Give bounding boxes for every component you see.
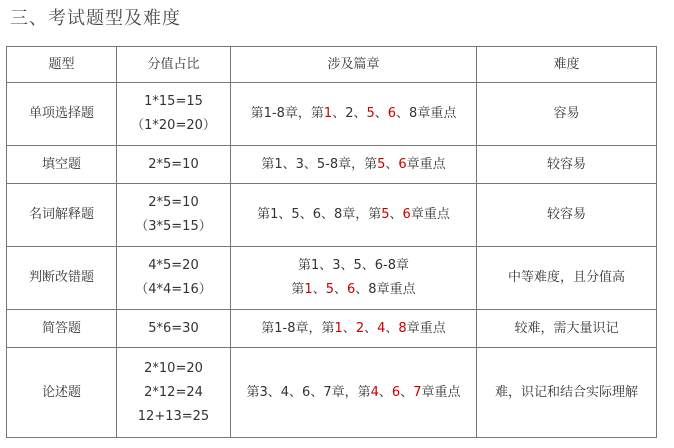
- score-line: （1*20=20）: [131, 118, 216, 133]
- header-chapters: 涉及篇章: [231, 47, 477, 83]
- score-line: 2*5=10: [148, 195, 199, 210]
- cell-difficulty: 容易: [477, 83, 657, 146]
- section-heading: 三、考试题型及难度: [10, 8, 181, 29]
- chapters-line: 第1、3、5、6-8章: [297, 258, 410, 273]
- cell-score: [117, 247, 231, 310]
- cell-difficulty: 中等难度，且分值高: [477, 247, 657, 310]
- score-line: （3*5=15）: [135, 219, 212, 234]
- cell-score: [117, 184, 231, 247]
- exam-type-table: [6, 46, 657, 438]
- cell-chapters: 第3、4、6、7章，第4、6、7章重点: [231, 348, 477, 438]
- cell-chapters: 第1、5、6、8章，第5、6章重点: [231, 184, 477, 247]
- table-header-row: [7, 47, 657, 83]
- score-line: 2*5=10: [148, 156, 199, 172]
- table-row: [7, 348, 657, 438]
- score-line: 5*6=30: [148, 320, 199, 336]
- cell-question-type: 填空题: [7, 146, 117, 184]
- table-row: [7, 310, 657, 348]
- cell-question-type: 判断改错题: [7, 247, 117, 310]
- score-line: 4*5=20: [148, 258, 199, 273]
- score-line: 2*12=24: [144, 384, 203, 400]
- table-row: [7, 83, 657, 146]
- cell-question-type: 单项选择题: [7, 83, 117, 146]
- cell-chapters: 第1-8章，第1、2、5、6、8章重点: [231, 83, 477, 146]
- chapters-line: 第1、5、6、8章重点: [291, 282, 416, 297]
- cell-chapters: [231, 247, 477, 310]
- header-difficulty: 难度: [477, 47, 657, 83]
- cell-difficulty: 较容易: [477, 184, 657, 247]
- cell-question-type: 简答题: [7, 310, 117, 348]
- score-line: 1*15=15: [144, 94, 203, 109]
- cell-score: [117, 146, 231, 184]
- cell-difficulty: 较容易: [477, 146, 657, 184]
- table-row: [7, 184, 657, 247]
- cell-score: [117, 310, 231, 348]
- cell-score: [117, 83, 231, 146]
- cell-chapters: 第1、3、5-8章，第5、6章重点: [231, 146, 477, 184]
- header-question-type: 题型: [7, 47, 117, 83]
- table-row: [7, 247, 657, 310]
- score-line: 12+13=25: [137, 408, 210, 424]
- cell-question-type: 名词解释题: [7, 184, 117, 247]
- score-line: 2*10=20: [144, 360, 203, 376]
- cell-difficulty: 难，识记和结合实际理解: [477, 348, 657, 438]
- table-row: [7, 146, 657, 184]
- score-line: （4*4=16）: [135, 282, 212, 297]
- header-score-ratio: 分值占比: [117, 47, 231, 83]
- cell-score: [117, 348, 231, 438]
- cell-chapters: 第1-8章，第1、2、4、8章重点: [231, 310, 477, 348]
- cell-question-type: 论述题: [7, 348, 117, 438]
- cell-difficulty: 较难，需大量识记: [477, 310, 657, 348]
